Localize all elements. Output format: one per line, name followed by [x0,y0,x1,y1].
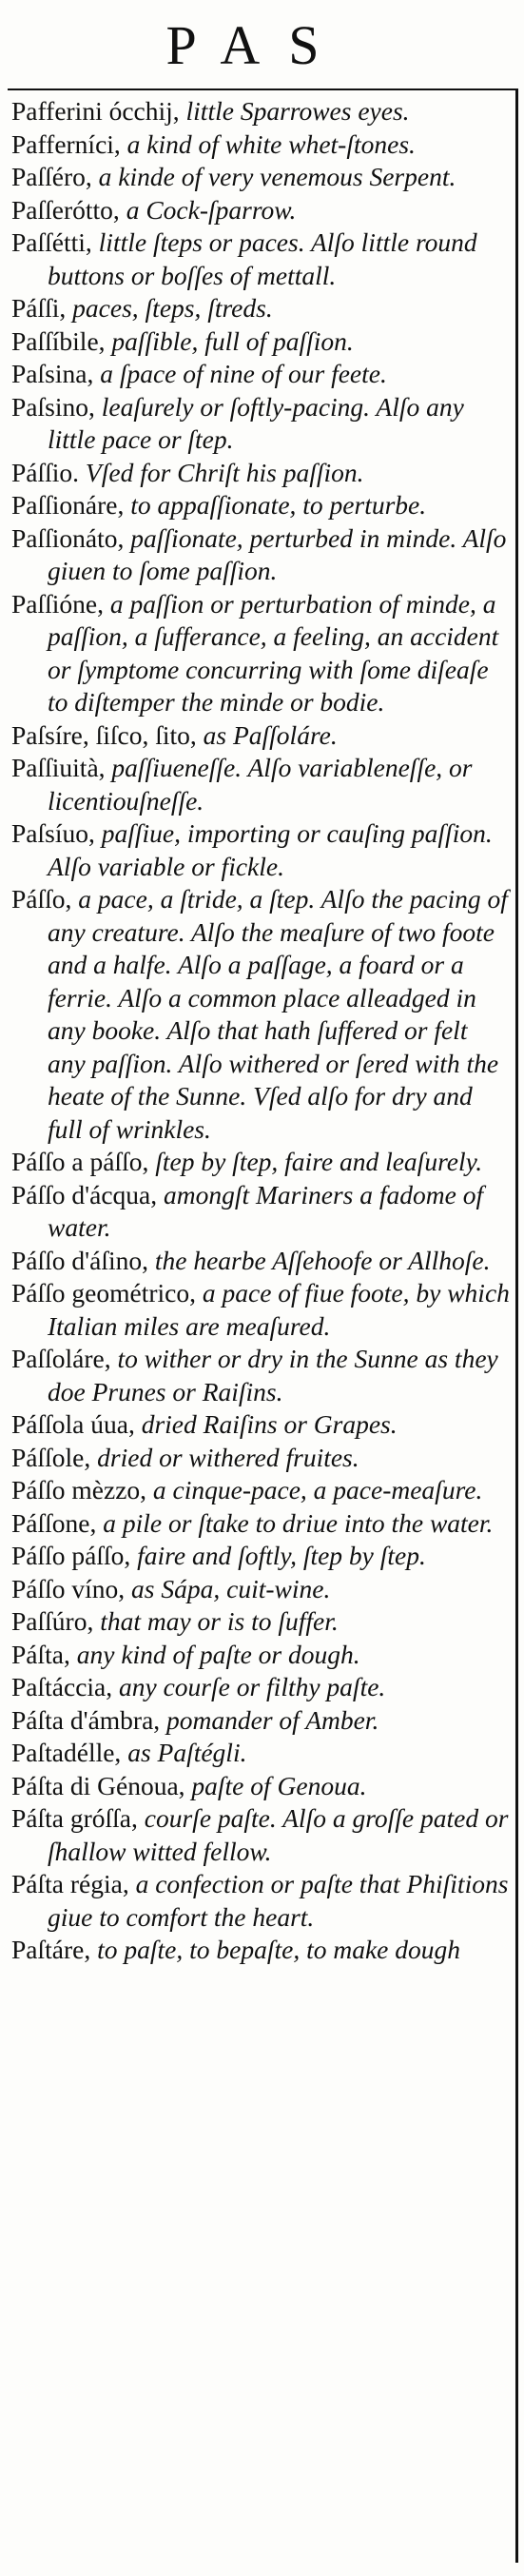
right-column-rule [515,88,518,2563]
dictionary-entry [11,719,510,753]
dictionary-entry [11,752,510,817]
dictionary-entry [11,1704,510,1738]
entry-headword: Páſſo geométrico, [11,1278,196,1308]
entry-headword: Paſsíuo, [11,818,95,848]
dictionary-entry [11,1868,510,1934]
entry-definition: the hearbe Aſſehoofe or Allhoſe. [147,1245,491,1275]
entry-definition: paſſiue, importing or cauſing paſſion. Alſo variable or fickle. [48,818,493,881]
dictionary-entry [11,1802,510,1868]
entry-definition: a kind of white whet-ſtones. [120,128,416,159]
entry-headword: Paſsíre, ſiſco, ſito, [11,719,197,750]
dictionary-entry [11,226,510,292]
header-rule [8,88,517,90]
entry-definition: a confection or paſte that Phiſitions giue to comfort the heart. [48,1869,509,1932]
dictionary-entry [11,1277,510,1343]
entry-headword: Páſta, [11,1639,70,1669]
dictionary-entry [11,817,510,883]
entry-definition: to paſte, to bepaſte, to make dough [90,1935,460,1964]
dictionary-entry [11,128,510,162]
entry-definition: to appaſſionate, to perturbe. [124,490,427,520]
dictionary-entry [11,1442,510,1475]
dictionary-entry [11,1474,510,1507]
dictionary-entry [11,1605,510,1639]
dictionary-entry [11,325,510,359]
entry-headword: Paſſíbile, [11,325,106,356]
entry-headword: Páſſone, [11,1507,97,1538]
entry-headword: Paſſerótto, [11,194,120,225]
entry-headword: Paſſiuità, [11,753,106,782]
entry-definition: as Paſſoláre. [196,719,338,750]
dictionary-entry [11,1408,510,1442]
entry-definition: pomander of Amber. [160,1704,379,1735]
dictionary-entry [11,1540,510,1573]
entry-headword: Paſſionáto, [11,522,125,553]
entry-headword: Páſſola úua, [11,1409,135,1439]
entry-headword: Páſta gróſſa, [11,1803,138,1833]
entry-headword: Páſta régia, [11,1869,129,1898]
entry-headword: Páſſo páſſo, [11,1541,131,1570]
dictionary-entry [11,161,510,194]
entry-headword: Páſſo d'áſino, [11,1245,148,1275]
entry-headword: Páſſi, [11,293,67,323]
entry-definition: courſe paſte. Alſo a groſſe pated or ſhallow witted fellow. [48,1803,509,1866]
entry-definition: paſte of Genoua. [184,1770,367,1800]
entry-definition: a pile or ſtake to driue into the water. [96,1507,494,1538]
entry-definition: faire and ſoftly, ſtep by ſtep. [130,1541,426,1570]
entry-headword: Páſſo a páſſo, [11,1147,149,1176]
dictionary-entry [11,883,510,1146]
dictionary-entry [11,1343,510,1408]
entry-headword: Páſſio. [11,457,80,487]
entry-headword: Páſſo d'ácqua, [11,1179,158,1209]
entry-definition: paſſible, full of paſſion. [105,325,354,356]
entry-headword: Paſſoláre, [11,1344,111,1373]
dictionary-entry [11,1146,510,1179]
entry-headword: Páſſo, [11,884,72,914]
entry-headword: Paſſétti, [11,227,92,257]
entry-definition: amongſt Mariners a fadome of water. [48,1179,484,1242]
dictionary-entry [11,358,510,391]
dictionary-entry [11,1179,510,1245]
dictionary-entry [11,1671,510,1704]
entry-definition: a Cock-ſparrow. [119,194,297,225]
dictionary-entry [11,1507,510,1541]
dictionary-entry [11,457,510,490]
dictionary-entry [11,522,510,588]
entry-headword: Pafferini ócchij, [11,96,180,126]
entry-definition: ſtep by ſtep, faire and leaſurely. [148,1147,483,1176]
entry-definition: any kind of paſte or dough. [69,1639,360,1669]
dictionary-entry [11,292,510,325]
entry-definition: a pace of fiue foote, by which Italian miles are meaſured. [48,1278,510,1341]
entry-definition: to wither or dry in the Sunne as they doe Prunes or Raiſins. [48,1344,498,1406]
entry-headword: Páſſole, [11,1442,91,1472]
entry-definition: paſſiueneſſe. Alſo variableneſſe, or licentiouſneſſe. [48,753,473,816]
entry-definition: a pace, a ſtride, a ſtep. Alſo the pacing of any creature. Alſo the meaſure of two foote and a halfe. Alſo a paſſage, a foard or a ferrie. Alſo a common place alleadged in any booke. Alſo that hath ſuffered or felt any paſſion. Alſo withered or ſered with the heate of the Sunne. Vſed alſo for dry and full of wrinkles. [48,884,508,1144]
entry-headword: Paſſúro, [11,1606,94,1636]
entry-definition: paſſionate, perturbed in minde. Alſo giuen to ſome paſſion. [48,522,507,585]
dictionary-entry [11,1770,510,1803]
entry-headword: Pafferníci, [11,128,121,159]
entry-definition: as Paſtégli. [121,1738,247,1767]
entry-headword: Páſta d'ámbra, [11,1704,161,1735]
dictionary-entry [11,391,510,457]
dictionary-entry [11,1737,510,1770]
dictionary-entry [11,588,510,719]
entry-headword: Paſsina, [11,359,94,388]
entry-headword: Paſsino, [11,391,95,422]
entry-headword: Paſtadélle, [11,1738,122,1767]
dictionary-entry [11,1573,510,1606]
entry-headword: Paſtáccia, [11,1672,113,1701]
entry-headword: Paſſionáre, [11,490,125,520]
dictionary-entry [11,1934,510,1967]
dictionary-entry [11,1639,510,1672]
entry-definition: dried or withered fruites. [90,1442,359,1472]
entry-definition: little ſteps or paces. Alſo little round buttons or boſſes of mettall. [48,227,477,290]
entry-definition: leaſurely or ſoftly-pacing. Alſo any little pace or ſtep. [48,391,464,454]
page-header: PAS [165,14,348,76]
entry-list [11,95,510,1967]
entry-definition: as Sápa, cuit-wine. [125,1573,331,1603]
entry-headword: Páſſo mèzzo, [11,1475,147,1504]
dictionary-entry [11,194,510,227]
dictionary-entry [11,95,510,128]
entry-headword: Paſtáre, [11,1935,91,1964]
dictionary-entry [11,1245,510,1278]
entry-definition: a cinque-pace, a pace-meaſure. [146,1475,483,1504]
entry-headword: Páſſo víno, [11,1573,126,1603]
entry-headword: Páſta di Génoua, [11,1770,185,1800]
entry-definition: any courſe or filthy paſte. [112,1672,386,1701]
entry-definition: a ſpace of nine of our feete. [93,359,387,388]
entry-headword: Paſſéro, [11,162,92,191]
entry-definition: little Sparrowes eyes. [179,96,410,126]
entry-definition: paces, ſteps, ſtreds. [66,293,273,323]
entry-definition: that may or is to ſuffer. [93,1606,339,1636]
entry-definition: a paſſion or perturbation of minde, a paſſion, a ſufferance, a feeling, an accident or ſymptome concurring with ſome diſeaſe to diſtemper the minde or bodie. [48,588,499,717]
entry-definition: Vſed for Chriſt his paſſion. [79,457,364,487]
dictionary-entry [11,489,510,522]
entry-headword: Paſſióne, [11,588,105,619]
entry-definition: dried Raiſins or Grapes. [134,1409,398,1439]
entry-definition: a kinde of very venemous Serpent. [91,162,456,191]
